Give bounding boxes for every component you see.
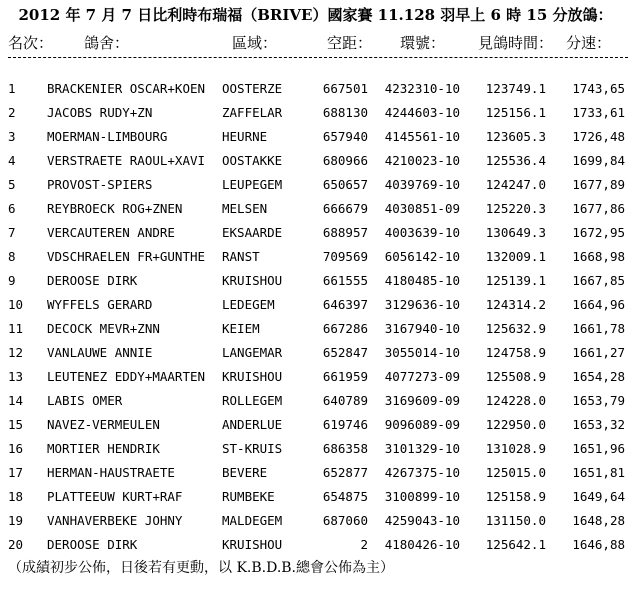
- rank-cell: 1: [8, 81, 16, 96]
- owner-cell: JACOBS RUDY+ZN: [47, 105, 153, 120]
- header-ring: 環號：: [400, 34, 446, 52]
- location-cell: KRUISHOU: [222, 537, 283, 552]
- rank-cell: 12: [8, 345, 24, 360]
- owner-cell: MORTIER HENDRIK: [47, 441, 160, 456]
- rank-cell: 20: [8, 537, 24, 552]
- time-cell: 122950.0: [485, 417, 546, 432]
- speed-cell: 1726,48: [572, 129, 625, 144]
- rank-cell: 19: [8, 513, 24, 528]
- table-row: [0, 417, 631, 437]
- speed-cell: 1677,86: [572, 201, 625, 216]
- ring-cell: 3169609-09: [384, 393, 460, 408]
- time-cell: 125220.3: [485, 201, 546, 216]
- distance-cell: 687060: [322, 513, 368, 528]
- ring-cell: 4259043-10: [384, 513, 460, 528]
- table-row: [0, 201, 631, 221]
- rank-cell: 9: [8, 273, 16, 288]
- ring-cell: 4077273-09: [384, 369, 460, 384]
- table-row: [0, 105, 631, 125]
- table-row: [0, 297, 631, 317]
- location-cell: MALDEGEM: [222, 513, 283, 528]
- time-cell: 125508.9: [485, 369, 546, 384]
- distance-cell: 640789: [322, 393, 368, 408]
- distance-cell: 661555: [322, 273, 368, 288]
- owner-cell: VANLAUWE ANNIE: [47, 345, 153, 360]
- rank-cell: 13: [8, 369, 24, 384]
- location-cell: MELSEN: [222, 201, 268, 216]
- speed-cell: 1648,28: [572, 513, 625, 528]
- table-row: [0, 441, 631, 461]
- time-cell: 125536.4: [485, 153, 546, 168]
- speed-cell: 1667,85: [572, 273, 625, 288]
- owner-cell: LEUTENEZ EDDY+MAARTEN: [47, 369, 206, 384]
- speed-cell: 1672,95: [572, 225, 625, 240]
- location-cell: OOSTAKKE: [222, 153, 283, 168]
- distance-cell: 688130: [322, 105, 368, 120]
- time-cell: 124228.0: [485, 393, 546, 408]
- speed-cell: 1649,64: [572, 489, 625, 504]
- owner-cell: VANHAVERBEKE JOHNY: [47, 513, 183, 528]
- time-cell: 124314.2: [485, 297, 546, 312]
- distance-cell: 646397: [322, 297, 368, 312]
- owner-cell: HERMAN-HAUSTRAETE: [47, 465, 175, 480]
- rank-cell: 16: [8, 441, 24, 456]
- location-cell: EKSAARDE: [222, 225, 283, 240]
- owner-cell: PLATTEEUW KURT+RAF: [47, 489, 183, 504]
- distance-cell: 667501: [322, 81, 368, 96]
- table-row: [0, 273, 631, 293]
- time-cell: 124758.9: [485, 345, 546, 360]
- time-cell: 125139.1: [485, 273, 546, 288]
- ring-cell: 4267375-10: [384, 465, 460, 480]
- rank-cell: 15: [8, 417, 24, 432]
- distance-cell: 688957: [322, 225, 368, 240]
- header-time: 見鴿時間：: [478, 34, 554, 52]
- ring-cell: 4232310-10: [384, 81, 460, 96]
- time-cell: 125632.9: [485, 321, 546, 336]
- time-cell: 123749.1: [485, 81, 546, 96]
- ring-cell: 3055014-10: [384, 345, 460, 360]
- time-cell: 132009.1: [485, 249, 546, 264]
- location-cell: KRUISHOU: [222, 369, 283, 384]
- location-cell: ST-KRUIS: [222, 441, 283, 456]
- distance-cell: 709569: [322, 249, 368, 264]
- table-row: [0, 369, 631, 389]
- location-cell: OOSTERZE: [222, 81, 283, 96]
- speed-cell: 1699,84: [572, 153, 625, 168]
- table-row: [0, 81, 631, 101]
- location-cell: RANST: [222, 249, 260, 264]
- table-row: [0, 489, 631, 509]
- owner-cell: NAVEZ-VERMEULEN: [47, 417, 160, 432]
- ring-cell: 4003639-10: [384, 225, 460, 240]
- owner-cell: BRACKENIER OSCAR+KOEN: [47, 81, 206, 96]
- time-cell: 131150.0: [485, 513, 546, 528]
- location-cell: ANDERLUE: [222, 417, 283, 432]
- table-row: [0, 465, 631, 485]
- time-cell: 125158.9: [485, 489, 546, 504]
- header-rank: 名次：: [8, 34, 54, 52]
- rank-cell: 18: [8, 489, 24, 504]
- location-cell: LEUPEGEM: [222, 177, 283, 192]
- header-speed: 分速：: [566, 34, 612, 52]
- rank-cell: 10: [8, 297, 24, 312]
- distance-cell: 686358: [322, 441, 368, 456]
- time-cell: 130649.3: [485, 225, 546, 240]
- table-row: [0, 177, 631, 197]
- rank-cell: 4: [8, 153, 16, 168]
- speed-cell: 1654,28: [572, 369, 625, 384]
- distance-cell: 666679: [322, 201, 368, 216]
- rank-cell: 14: [8, 393, 24, 408]
- ring-cell: 4180485-10: [384, 273, 460, 288]
- time-cell: 131028.9: [485, 441, 546, 456]
- ring-cell: 3101329-10: [384, 441, 460, 456]
- speed-cell: 1661,78: [572, 321, 625, 336]
- table-row: [0, 321, 631, 341]
- location-cell: KRUISHOU: [222, 273, 283, 288]
- rank-cell: 8: [8, 249, 16, 264]
- time-cell: 124247.0: [485, 177, 546, 192]
- rank-cell: 7: [8, 225, 16, 240]
- distance-cell: 652847: [322, 345, 368, 360]
- speed-cell: 1653,79: [572, 393, 625, 408]
- table-row: [0, 537, 631, 557]
- speed-cell: 1651,81: [572, 465, 625, 480]
- speed-cell: 1664,96: [572, 297, 625, 312]
- page-title: 2012 年 7 月 7 日比利時布瑞福（BRIVE）國家賽 11.128 羽早上 6 時 15 分放鴿：: [18, 6, 613, 24]
- speed-cell: 1653,32: [572, 417, 625, 432]
- ring-cell: 3100899-10: [384, 489, 460, 504]
- table-row: [0, 153, 631, 173]
- speed-cell: 1668,98: [572, 249, 625, 264]
- distance-cell: 667286: [322, 321, 368, 336]
- table-row: [0, 345, 631, 365]
- location-cell: LANGEMAR: [222, 345, 283, 360]
- time-cell: 125015.0: [485, 465, 546, 480]
- table-row: [0, 225, 631, 245]
- speed-cell: 1661,27: [572, 345, 625, 360]
- ring-cell: 4180426-10: [384, 537, 460, 552]
- table-row: [0, 129, 631, 149]
- ring-cell: 6056142-10: [384, 249, 460, 264]
- location-cell: LEDEGEM: [222, 297, 275, 312]
- location-cell: KEIEM: [222, 321, 260, 336]
- footer-note: （成績初步公佈，日後若有更動，以 K.B.D.B.總會公佈為主）: [8, 560, 395, 576]
- ring-cell: 4039769-10: [384, 177, 460, 192]
- rank-cell: 3: [8, 129, 16, 144]
- owner-cell: WYFFELS GERARD: [47, 297, 153, 312]
- owner-cell: DEROOSE DIRK: [47, 273, 138, 288]
- rank-cell: 5: [8, 177, 16, 192]
- rank-cell: 2: [8, 105, 16, 120]
- location-cell: HEURNE: [222, 129, 268, 144]
- owner-cell: VERCAUTEREN ANDRE: [47, 225, 175, 240]
- time-cell: 123605.3: [485, 129, 546, 144]
- ring-cell: 3167940-10: [384, 321, 460, 336]
- owner-cell: VERSTRAETE RAOUL+XAVI: [47, 153, 206, 168]
- distance-cell: 657940: [322, 129, 368, 144]
- speed-cell: 1733,61: [572, 105, 625, 120]
- speed-cell: 1743,65: [572, 81, 625, 96]
- owner-cell: REYBROECK ROG+ZNEN: [47, 201, 183, 216]
- header-location: 區域：: [232, 34, 278, 52]
- owner-cell: LABIS OMER: [47, 393, 123, 408]
- time-cell: 125642.1: [485, 537, 546, 552]
- distance-cell: 680966: [322, 153, 368, 168]
- distance-cell: 654875: [322, 489, 368, 504]
- location-cell: ROLLEGEM: [222, 393, 283, 408]
- distance-cell: 652877: [322, 465, 368, 480]
- ring-cell: 4210023-10: [384, 153, 460, 168]
- ring-cell: 4244603-10: [384, 105, 460, 120]
- ring-cell: 3129636-10: [384, 297, 460, 312]
- ring-cell: 4030851-09: [384, 201, 460, 216]
- location-cell: RUMBEKE: [222, 489, 275, 504]
- location-cell: ZAFFELAR: [222, 105, 283, 120]
- distance-cell: 2: [360, 537, 368, 552]
- header-distance: 空距：: [327, 34, 373, 52]
- separator-line: [8, 57, 628, 58]
- distance-cell: 619746: [322, 417, 368, 432]
- table-row: [0, 513, 631, 533]
- owner-cell: DECOCK MEVR+ZNN: [47, 321, 160, 336]
- location-cell: BEVERE: [222, 465, 268, 480]
- header-owner: 鴿舍：: [84, 34, 130, 52]
- speed-cell: 1651,96: [572, 441, 625, 456]
- ring-cell: 4145561-10: [384, 129, 460, 144]
- rank-cell: 17: [8, 465, 24, 480]
- owner-cell: MOERMAN-LIMBOURG: [47, 129, 168, 144]
- time-cell: 125156.1: [485, 105, 546, 120]
- rank-cell: 6: [8, 201, 16, 216]
- distance-cell: 650657: [322, 177, 368, 192]
- table-row: [0, 249, 631, 269]
- owner-cell: DEROOSE DIRK: [47, 537, 138, 552]
- distance-cell: 661959: [322, 369, 368, 384]
- table-row: [0, 393, 631, 413]
- owner-cell: PROVOST-SPIERS: [47, 177, 153, 192]
- rank-cell: 11: [8, 321, 24, 336]
- ring-cell: 9096089-09: [384, 417, 460, 432]
- owner-cell: VDSCHRAELEN FR+GUNTHE: [47, 249, 206, 264]
- speed-cell: 1677,89: [572, 177, 625, 192]
- speed-cell: 1646,88: [572, 537, 625, 552]
